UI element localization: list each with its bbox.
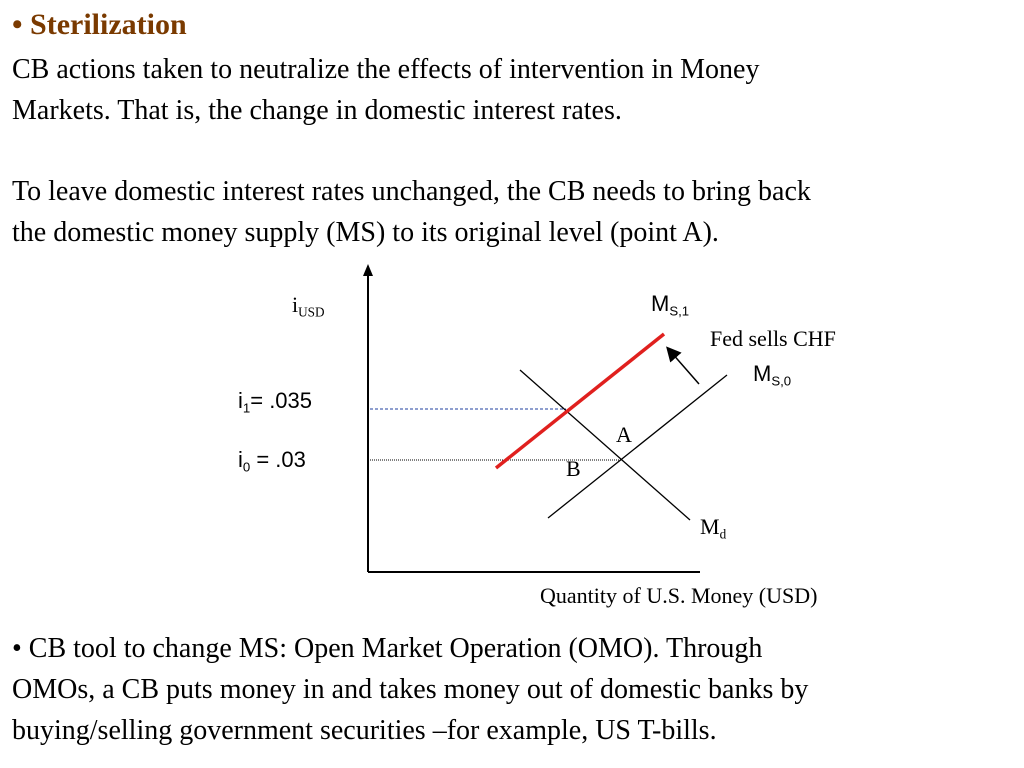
point-a-label: A	[616, 422, 632, 447]
i1-label: $i_1= .035$	[238, 388, 313, 416]
heading-text: Sterilization	[30, 8, 187, 41]
ms0-label: $M_{S,0}$	[753, 361, 792, 389]
bullet2-line2: OMOs, a CB puts money in and takes money out of domestic banks by	[12, 674, 809, 705]
i0-label: $i_0 = .03$	[238, 447, 306, 475]
bullet2-line3: buying/selling government securities –for example, US T-bills.	[12, 715, 717, 746]
ms0-curve	[548, 375, 727, 518]
ms1-curve	[496, 334, 664, 468]
bullet2-line1: • CB tool to change MS: Open Market Operation (OMO). Through	[12, 633, 763, 664]
ms1-label: $M_{S,1}$	[651, 291, 690, 319]
y-axis-label: $i_{USD}$	[292, 292, 325, 320]
shift-arrow	[671, 352, 699, 384]
heading-bullet: •	[12, 8, 23, 41]
md-label: $M_d$	[700, 514, 727, 542]
x-axis-label: Quantity of U.S. Money (USD)	[540, 583, 818, 608]
fed-sells-annotation: Fed sells CHF	[710, 326, 836, 351]
y-axis-arrowhead	[363, 264, 373, 276]
md-curve	[520, 370, 690, 520]
point-b-label: B	[566, 456, 581, 481]
para1-line2: Markets. That is, the change in domestic interest rates.	[12, 95, 622, 126]
para2-line1: To leave domestic interest rates unchanged, the CB needs to bring back	[12, 176, 811, 207]
para2-line2: the domestic money supply (MS) to its original level (point A).	[12, 217, 719, 248]
para1-line1: CB actions taken to neutralize the effects of intervention in Money	[12, 54, 760, 85]
